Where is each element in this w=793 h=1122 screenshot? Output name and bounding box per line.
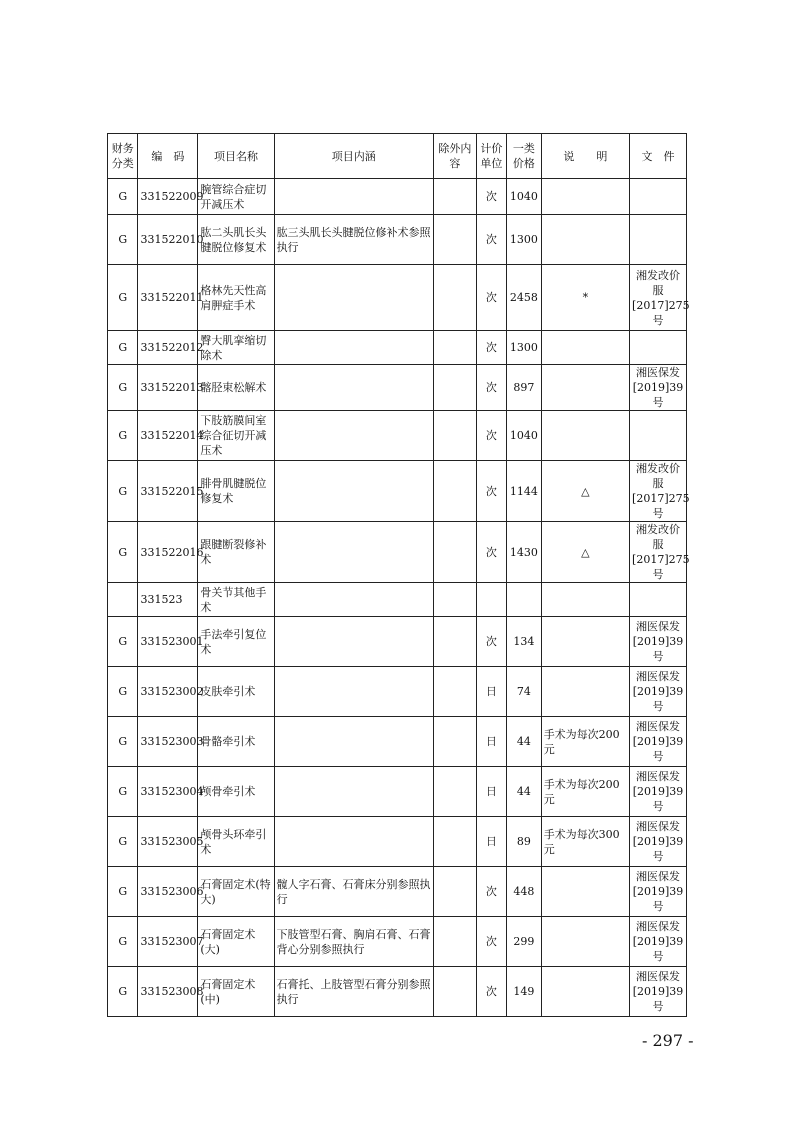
cell-category: G	[108, 331, 138, 365]
table-row	[108, 365, 687, 411]
cell-code: 331523001	[138, 617, 198, 667]
cell-name: 皮肤牵引术	[198, 667, 274, 717]
cell-content	[274, 583, 433, 617]
cell-document: 湘医保发[2019]39号	[630, 617, 687, 667]
page-number: - 297 -	[642, 1031, 694, 1050]
cell-code: 331522015	[138, 461, 198, 522]
cell-document	[630, 331, 687, 365]
cell-name: 下肢筋膜间室综合征切开减压术	[198, 411, 274, 461]
cell-category: G	[108, 365, 138, 411]
cell-code: 331523007	[138, 917, 198, 967]
cell-unit: 次	[476, 365, 506, 411]
cell-document: 湘医保发[2019]39号	[630, 767, 687, 817]
cell-unit: 次	[476, 461, 506, 522]
cell-content	[274, 717, 433, 767]
cell-note	[541, 179, 629, 215]
cell-category: G	[108, 667, 138, 717]
cell-price: 897	[507, 365, 542, 411]
cell-content	[274, 617, 433, 667]
cell-excluded	[434, 917, 477, 967]
cell-excluded	[434, 411, 477, 461]
cell-excluded	[434, 265, 477, 331]
cell-name: 髂胫束松解术	[198, 365, 274, 411]
cell-content	[274, 411, 433, 461]
table-row	[108, 583, 687, 617]
cell-price: 74	[507, 667, 542, 717]
cell-document: 湘医保发[2019]39号	[630, 817, 687, 867]
cell-note	[541, 411, 629, 461]
table-row	[108, 179, 687, 215]
cell-content	[274, 331, 433, 365]
cell-note: 手术为每次200元	[541, 717, 629, 767]
cell-price: 2458	[507, 265, 542, 331]
table-row	[108, 767, 687, 817]
cell-price: 1300	[507, 331, 542, 365]
cell-price: 149	[507, 967, 542, 1017]
cell-name: 颅骨头环牵引术	[198, 817, 274, 867]
cell-price: 1040	[507, 411, 542, 461]
cell-code: 331523006	[138, 867, 198, 917]
header-note: 说 明	[541, 134, 629, 179]
cell-document: 湘医保发[2019]39号	[630, 867, 687, 917]
cell-note	[541, 667, 629, 717]
cell-document	[630, 583, 687, 617]
cell-code: 331522009	[138, 179, 198, 215]
cell-unit: 次	[476, 522, 506, 583]
cell-excluded	[434, 331, 477, 365]
cell-category	[108, 583, 138, 617]
cell-note	[541, 331, 629, 365]
cell-excluded	[434, 461, 477, 522]
header-code: 编 码	[138, 134, 198, 179]
cell-code: 331522012	[138, 331, 198, 365]
cell-name: 腓骨肌腱脱位修复术	[198, 461, 274, 522]
table-row	[108, 411, 687, 461]
cell-content: 肱三头肌长头腱脱位修补术参照执行	[274, 215, 433, 265]
cell-code: 331522016	[138, 522, 198, 583]
cell-name: 腕管综合症切开减压术	[198, 179, 274, 215]
cell-name: 颅骨牵引术	[198, 767, 274, 817]
cell-price	[507, 583, 542, 617]
cell-document: 湘医保发[2019]39号	[630, 917, 687, 967]
cell-content	[274, 817, 433, 867]
cell-category: G	[108, 411, 138, 461]
cell-price: 1300	[507, 215, 542, 265]
cell-name: 骨骼牵引术	[198, 717, 274, 767]
cell-code: 331522014	[138, 411, 198, 461]
header-document: 文 件	[630, 134, 687, 179]
table-row	[108, 215, 687, 265]
table-row	[108, 331, 687, 365]
table-row	[108, 461, 687, 522]
cell-note	[541, 867, 629, 917]
cell-category: G	[108, 265, 138, 331]
cell-code: 331523003	[138, 717, 198, 767]
cell-code: 331522010	[138, 215, 198, 265]
cell-note	[541, 967, 629, 1017]
cell-name: 手法牵引复位术	[198, 617, 274, 667]
table-row	[108, 667, 687, 717]
cell-excluded	[434, 767, 477, 817]
cell-content	[274, 767, 433, 817]
cell-document	[630, 179, 687, 215]
table-row	[108, 265, 687, 331]
cell-excluded	[434, 179, 477, 215]
header-excluded: 除外内容	[434, 134, 477, 179]
cell-name: 骨关节其他手术	[198, 583, 274, 617]
cell-note: 手术为每次300元	[541, 817, 629, 867]
cell-content: 石膏托、上肢管型石膏分别参照执行	[274, 967, 433, 1017]
cell-unit: 次	[476, 331, 506, 365]
cell-unit: 日	[476, 717, 506, 767]
cell-name: 肱二头肌长头腱脱位修复术	[198, 215, 274, 265]
cell-unit: 日	[476, 817, 506, 867]
cell-document: 湘发改价服[2017]275号	[630, 265, 687, 331]
cell-document	[630, 215, 687, 265]
cell-document: 湘医保发[2019]39号	[630, 717, 687, 767]
cell-content: 髋人字石膏、石膏床分别参照执行	[274, 867, 433, 917]
cell-unit: 日	[476, 667, 506, 717]
cell-excluded	[434, 365, 477, 411]
cell-category: G	[108, 179, 138, 215]
cell-category: G	[108, 967, 138, 1017]
cell-excluded	[434, 867, 477, 917]
table-header-row	[108, 134, 687, 179]
cell-price: 448	[507, 867, 542, 917]
cell-price: 1144	[507, 461, 542, 522]
cell-content	[274, 265, 433, 331]
cell-note: △	[541, 522, 629, 583]
table-row	[108, 817, 687, 867]
cell-unit	[476, 583, 506, 617]
fee-table	[107, 133, 690, 1017]
header-content: 项目内涵	[274, 134, 433, 179]
cell-note: 手术为每次200元	[541, 767, 629, 817]
cell-document: 湘医保发[2019]39号	[630, 967, 687, 1017]
cell-unit: 次	[476, 265, 506, 331]
cell-unit: 日	[476, 767, 506, 817]
cell-category: G	[108, 767, 138, 817]
cell-name: 臀大肌挛缩切除术	[198, 331, 274, 365]
cell-excluded	[434, 717, 477, 767]
cell-unit: 次	[476, 967, 506, 1017]
table-row	[108, 967, 687, 1017]
cell-price: 44	[507, 717, 542, 767]
cell-category: G	[108, 717, 138, 767]
cell-unit: 次	[476, 917, 506, 967]
cell-unit: 次	[476, 179, 506, 215]
table-row	[108, 867, 687, 917]
cell-code: 331523002	[138, 667, 198, 717]
cell-name: 格林先天性高肩胛症手术	[198, 265, 274, 331]
cell-unit: 次	[476, 617, 506, 667]
header-price: 一类价格	[507, 134, 542, 179]
cell-unit: 次	[476, 867, 506, 917]
cell-excluded	[434, 667, 477, 717]
header-unit: 计价单位	[476, 134, 506, 179]
cell-document: 湘发改价服[2017]275号	[630, 461, 687, 522]
cell-name: 石膏固定术(中)	[198, 967, 274, 1017]
cell-price: 44	[507, 767, 542, 817]
cell-price: 89	[507, 817, 542, 867]
cell-category: G	[108, 917, 138, 967]
cell-price: 299	[507, 917, 542, 967]
cell-document: 湘发改价服[2017]275号	[630, 522, 687, 583]
cell-note	[541, 583, 629, 617]
cell-category: G	[108, 617, 138, 667]
cell-excluded	[434, 967, 477, 1017]
cell-name: 跟腱断裂修补术	[198, 522, 274, 583]
cell-category: G	[108, 215, 138, 265]
cell-price: 1040	[507, 179, 542, 215]
cell-document	[630, 411, 687, 461]
cell-code: 331523004	[138, 767, 198, 817]
cell-note: *	[541, 265, 629, 331]
cell-code: 331522011	[138, 265, 198, 331]
cell-price: 1430	[507, 522, 542, 583]
cell-category: G	[108, 867, 138, 917]
cell-content	[274, 461, 433, 522]
cell-document: 湘医保发[2019]39号	[630, 667, 687, 717]
cell-code: 331522013	[138, 365, 198, 411]
table-row	[108, 717, 687, 767]
cell-name: 石膏固定术(特大)	[198, 867, 274, 917]
cell-unit: 次	[476, 411, 506, 461]
cell-excluded	[434, 215, 477, 265]
cell-category: G	[108, 461, 138, 522]
cell-content	[274, 522, 433, 583]
cell-content	[274, 667, 433, 717]
cell-note: △	[541, 461, 629, 522]
cell-note	[541, 917, 629, 967]
cell-note	[541, 617, 629, 667]
cell-content: 下肢管型石膏、胸肩石膏、石膏背心分别参照执行	[274, 917, 433, 967]
cell-excluded	[434, 817, 477, 867]
cell-price: 134	[507, 617, 542, 667]
cell-note	[541, 215, 629, 265]
cell-content	[274, 365, 433, 411]
cell-note	[541, 365, 629, 411]
cell-name: 石膏固定术(大)	[198, 917, 274, 967]
table-row	[108, 617, 687, 667]
cell-category: G	[108, 522, 138, 583]
cell-excluded	[434, 583, 477, 617]
cell-code: 331523008	[138, 967, 198, 1017]
table-row	[108, 917, 687, 967]
cell-code: 331523	[138, 583, 198, 617]
header-name: 项目名称	[198, 134, 274, 179]
cell-excluded	[434, 522, 477, 583]
header-category: 财务分类	[108, 134, 138, 179]
cell-code: 331523005	[138, 817, 198, 867]
cell-category: G	[108, 817, 138, 867]
cell-content	[274, 179, 433, 215]
cell-excluded	[434, 617, 477, 667]
cell-document: 湘医保发[2019]39号	[630, 365, 687, 411]
table-row	[108, 522, 687, 583]
cell-unit: 次	[476, 215, 506, 265]
